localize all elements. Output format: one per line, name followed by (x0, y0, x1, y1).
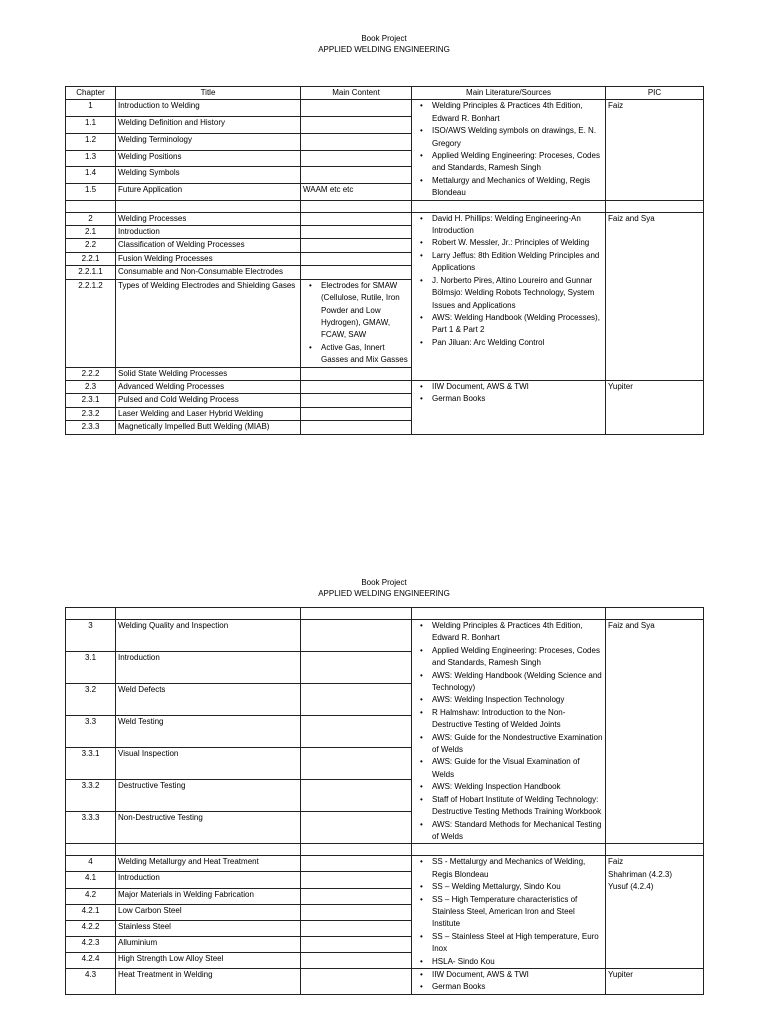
main-content-cell (301, 421, 412, 434)
pic-cell (606, 212, 704, 380)
literature-cell (412, 212, 606, 380)
main-content-cell (301, 150, 412, 167)
literature-item: • Applied Welding Engineering: Proceses, Codes and Standards, Ramesh Singh (432, 645, 603, 670)
literature-item: • German Books (432, 393, 603, 405)
chapter-title: Heat Treatment in Welding (116, 968, 301, 994)
main-content-cell (301, 266, 412, 279)
table-row (66, 380, 704, 393)
literature-item: • IIW Document, AWS & TWI (432, 969, 603, 981)
chapter-number: 2.2.1.1 (66, 266, 116, 279)
main-content-cell (301, 226, 412, 239)
literature-item: • HSLA- Sindo Kou (432, 956, 603, 968)
col-header-title: Title (116, 87, 301, 100)
col-header-pic: PIC (606, 87, 704, 100)
main-content-text: WAAM etc etc (303, 184, 354, 194)
pic-name: Yupiter (608, 969, 633, 979)
pic-name: Faiz (608, 857, 624, 867)
literature-item: • SS – Welding Mettalurgy, Sindo Kou (432, 881, 603, 893)
literature-item: • AWS: Welding Inspection Handbook (432, 781, 603, 793)
pic-name: Faiz and Sya (608, 621, 655, 630)
literature-item: • Welding Principles & Practices 4th Edition, Edward R. Bonhart (432, 100, 603, 125)
list-item: • Electrodes for SMAW (Cellulose, Rutile, Iron Powder and Low Hydrogen), GMAW, FCAW, SAW (321, 280, 409, 342)
chapter-title: Weld Defects (116, 684, 301, 716)
page2-subtitle: APPLIED WELDING ENGINEERING (318, 589, 450, 598)
literature-item: • AWS: Standard Methods for Mechanical Testing of Welds (432, 819, 603, 844)
main-content-cell (301, 252, 412, 265)
main-content-cell (301, 407, 412, 420)
main-content-cell (301, 952, 412, 968)
col-header-literature: Main Literature/Sources (412, 87, 606, 100)
table-row (66, 968, 704, 994)
table-row (66, 100, 704, 117)
main-content-cell (301, 117, 412, 134)
chapter-title: Laser Welding and Laser Hybrid Welding (116, 407, 301, 420)
main-content-cell (301, 394, 412, 407)
chapter-number: 4.2.1 (66, 904, 116, 920)
literature-item: • ISO/AWS Welding symbols on drawings, E. N. Gregory (432, 125, 603, 150)
literature-item: • SS – High Temperature characteristics of Stainless Steel, American Iron and Steel Institute (432, 894, 603, 931)
chapter-number: 2.1 (66, 226, 116, 239)
chapter-title: Stainless Steel (116, 920, 301, 936)
literature-item: • Robert W. Messler, Jr.: Principles of Welding (432, 237, 603, 249)
chapter-number: 2.2.1 (66, 252, 116, 265)
chapter-number: 1.3 (66, 150, 116, 167)
literature-list (414, 969, 603, 994)
list-item: • Active Gas, Innert Gasses and Mix Gasses (321, 342, 409, 367)
chapter-number: 2 (66, 212, 116, 225)
main-content-cell (301, 133, 412, 150)
table-row (66, 212, 704, 225)
main-content-cell (301, 716, 412, 748)
literature-list (414, 381, 603, 406)
literature-cell (412, 100, 606, 200)
literature-item: • IIW Document, AWS & TWI (432, 381, 603, 393)
literature-item: • Welding Principles & Practices 4th Edition, Edward R. Bonhart (432, 620, 603, 645)
pic-name: Shahriman (4.2.3) (608, 869, 673, 879)
main-content-cell (301, 367, 412, 380)
chapter-number: 1 (66, 100, 116, 117)
chapter-number: 4.2.4 (66, 952, 116, 968)
pic-name: Yupiter (608, 381, 633, 391)
chapter-number: 4.2.2 (66, 920, 116, 936)
chapter-title: Advanced Welding Processes (116, 380, 301, 393)
literature-item: • Mettalurgy and Mechanics of Welding, Regis Blondeau (432, 175, 603, 200)
col-header-main-content: Main Content (301, 87, 412, 100)
blank-row (66, 844, 704, 856)
main-content-cell (301, 380, 412, 393)
chapter-title: Welding Processes (116, 212, 301, 225)
chapter-title: Non-Destructive Testing (116, 812, 301, 844)
literature-item: • AWS: Guide for the Nondestructive Examination of Welds (432, 732, 603, 757)
literature-item: • David H. Phillips: Welding Engineering-An Introduction (432, 213, 603, 238)
chapter-title: Welding Positions (116, 150, 301, 167)
chapter-number: 2.3.3 (66, 421, 116, 434)
literature-cell (412, 620, 606, 844)
literature-item: • Pan Jiluan: Arc Welding Control (432, 337, 603, 349)
chapter-title: Welding Metallurgy and Heat Treatment (116, 856, 301, 872)
chapter-title: Introduction (116, 226, 301, 239)
main-content-list (303, 280, 409, 367)
chapter-number: 1.1 (66, 117, 116, 134)
chapter-number: 3 (66, 620, 116, 652)
literature-cell (412, 968, 606, 994)
literature-item: • AWS: Guide for the Visual Examination of Welds (432, 756, 603, 781)
book-plan-table-1 (65, 86, 704, 435)
blank-row (66, 608, 704, 620)
chapter-number: 3.2 (66, 684, 116, 716)
chapter-number: 1.2 (66, 133, 116, 150)
table-row (66, 856, 704, 872)
chapter-title: Major Materials in Welding Fabrication (116, 888, 301, 904)
chapter-title: Pulsed and Cold Welding Process (116, 394, 301, 407)
literature-item: • Staff of Hobart Institute of Welding Technology: Destructive Testing Methods Training Workbook (432, 794, 603, 819)
page1-title: Book Project (361, 34, 407, 43)
chapter-title: Welding Terminology (116, 133, 301, 150)
chapter-title: Welding Definition and History (116, 117, 301, 134)
literature-item: • J. Norberto Pires, Altino Loureiro and Gunnar Bölmsjo: Welding Robots Technology, System Issues and Applications (432, 275, 603, 312)
pic-cell (606, 380, 704, 434)
chapter-number: 1.5 (66, 183, 116, 200)
chapter-title: Introduction to Welding (116, 100, 301, 117)
page2-title: Book Project (361, 578, 407, 587)
chapter-title: Low Carbon Steel (116, 904, 301, 920)
book-plan-table-2 (65, 607, 704, 995)
chapter-number: 4.3 (66, 968, 116, 994)
pic-name: Faiz and Sya (608, 213, 655, 223)
main-content-cell (301, 183, 412, 200)
chapter-title: Introduction (116, 872, 301, 888)
main-content-cell (301, 920, 412, 936)
chapter-title: Consumable and Non-Consumable Electrodes (116, 266, 301, 279)
chapter-title: Magnetically Impelled Butt Welding (MIAB) (116, 421, 301, 434)
main-content-cell (301, 904, 412, 920)
chapter-title: Future Application (116, 183, 301, 200)
main-content-cell (301, 279, 412, 367)
literature-list (414, 213, 603, 349)
main-content-cell (301, 684, 412, 716)
col-header-chapter: Chapter (66, 87, 116, 100)
pic-cell (606, 620, 704, 844)
pic-cell (606, 968, 704, 994)
chapter-title: Types of Welding Electrodes and Shielding Gases (116, 279, 301, 367)
chapter-title: Classification of Welding Processes (116, 239, 301, 252)
page2-header (0, 577, 768, 599)
chapter-title: High Strength Low Alloy Steel (116, 952, 301, 968)
main-content-cell (301, 780, 412, 812)
chapter-title: Fusion Welding Processes (116, 252, 301, 265)
main-content-cell (301, 620, 412, 652)
chapter-title: Introduction (116, 652, 301, 684)
literature-item: • AWS: Welding Handbook (Welding Processes), Part 1 & Part 2 (432, 312, 603, 337)
chapter-number: 2.3.1 (66, 394, 116, 407)
literature-list (414, 100, 603, 199)
chapter-number: 4.2.3 (66, 936, 116, 952)
chapter-number: 2.2.2 (66, 367, 116, 380)
literature-cell (412, 856, 606, 969)
main-content-cell (301, 812, 412, 844)
chapter-number: 4.2 (66, 888, 116, 904)
chapter-title: Weld Testing (116, 716, 301, 748)
table-header-row (66, 87, 704, 100)
blank-row (66, 200, 704, 212)
chapter-title: Visual Inspection (116, 748, 301, 780)
chapter-number: 3.3 (66, 716, 116, 748)
chapter-title: Welding Quality and Inspection (116, 620, 301, 652)
main-content-cell (301, 239, 412, 252)
literature-item: • AWS: Welding Inspection Technology (432, 694, 603, 706)
chapter-number: 4.1 (66, 872, 116, 888)
main-content-cell (301, 167, 412, 184)
table-row (66, 620, 704, 652)
chapter-title: Solid State Welding Processes (116, 367, 301, 380)
chapter-number: 3.3.1 (66, 748, 116, 780)
page1-subtitle: APPLIED WELDING ENGINEERING (318, 45, 450, 54)
chapter-number: 2.2.1.2 (66, 279, 116, 367)
chapter-number: 2.3 (66, 380, 116, 393)
literature-list (414, 856, 603, 968)
chapter-number: 4 (66, 856, 116, 872)
main-content-cell (301, 100, 412, 117)
main-content-cell (301, 748, 412, 780)
literature-item: • Larry Jeffus: 8th Edition Welding Principles and Applications (432, 250, 603, 275)
chapter-number: 3.3.2 (66, 780, 116, 812)
literature-item: • SS – Stainless Steel at High temperature, Euro Inox (432, 931, 603, 956)
literature-item: • SS - Mettalurgy and Mechanics of Welding, Regis Blondeau (432, 856, 603, 881)
main-content-cell (301, 856, 412, 872)
literature-item: • Applied Welding Engineering: Proceses, Codes and Standards, Ramesh Singh (432, 150, 603, 175)
literature-list (414, 620, 603, 843)
literature-item: • AWS: Welding Handbook (Welding Science and Technology) (432, 670, 603, 695)
main-content-cell (301, 212, 412, 225)
main-content-cell (301, 936, 412, 952)
chapter-title: Alluminium (116, 936, 301, 952)
chapter-number: 2.3.2 (66, 407, 116, 420)
chapter-number: 2.2 (66, 239, 116, 252)
literature-cell (412, 380, 606, 434)
chapter-title: Welding Symbols (116, 167, 301, 184)
chapter-number: 3.3.3 (66, 812, 116, 844)
chapter-title: Destructive Testing (116, 780, 301, 812)
page1-header (0, 33, 768, 55)
main-content-cell (301, 968, 412, 994)
pic-name: Faiz (608, 101, 624, 111)
chapter-number: 3.1 (66, 652, 116, 684)
literature-item: • R Halmshaw: Introduction to the Non-Destructive Testing of Welded Joints (432, 707, 603, 732)
chapter-number: 1.4 (66, 167, 116, 184)
pic-cell (606, 856, 704, 969)
main-content-cell (301, 652, 412, 684)
main-content-cell (301, 872, 412, 888)
pic-cell (606, 100, 704, 200)
pic-name: Yusuf (4.2.4) (608, 882, 654, 892)
main-content-cell (301, 888, 412, 904)
literature-item: • German Books (432, 981, 603, 993)
